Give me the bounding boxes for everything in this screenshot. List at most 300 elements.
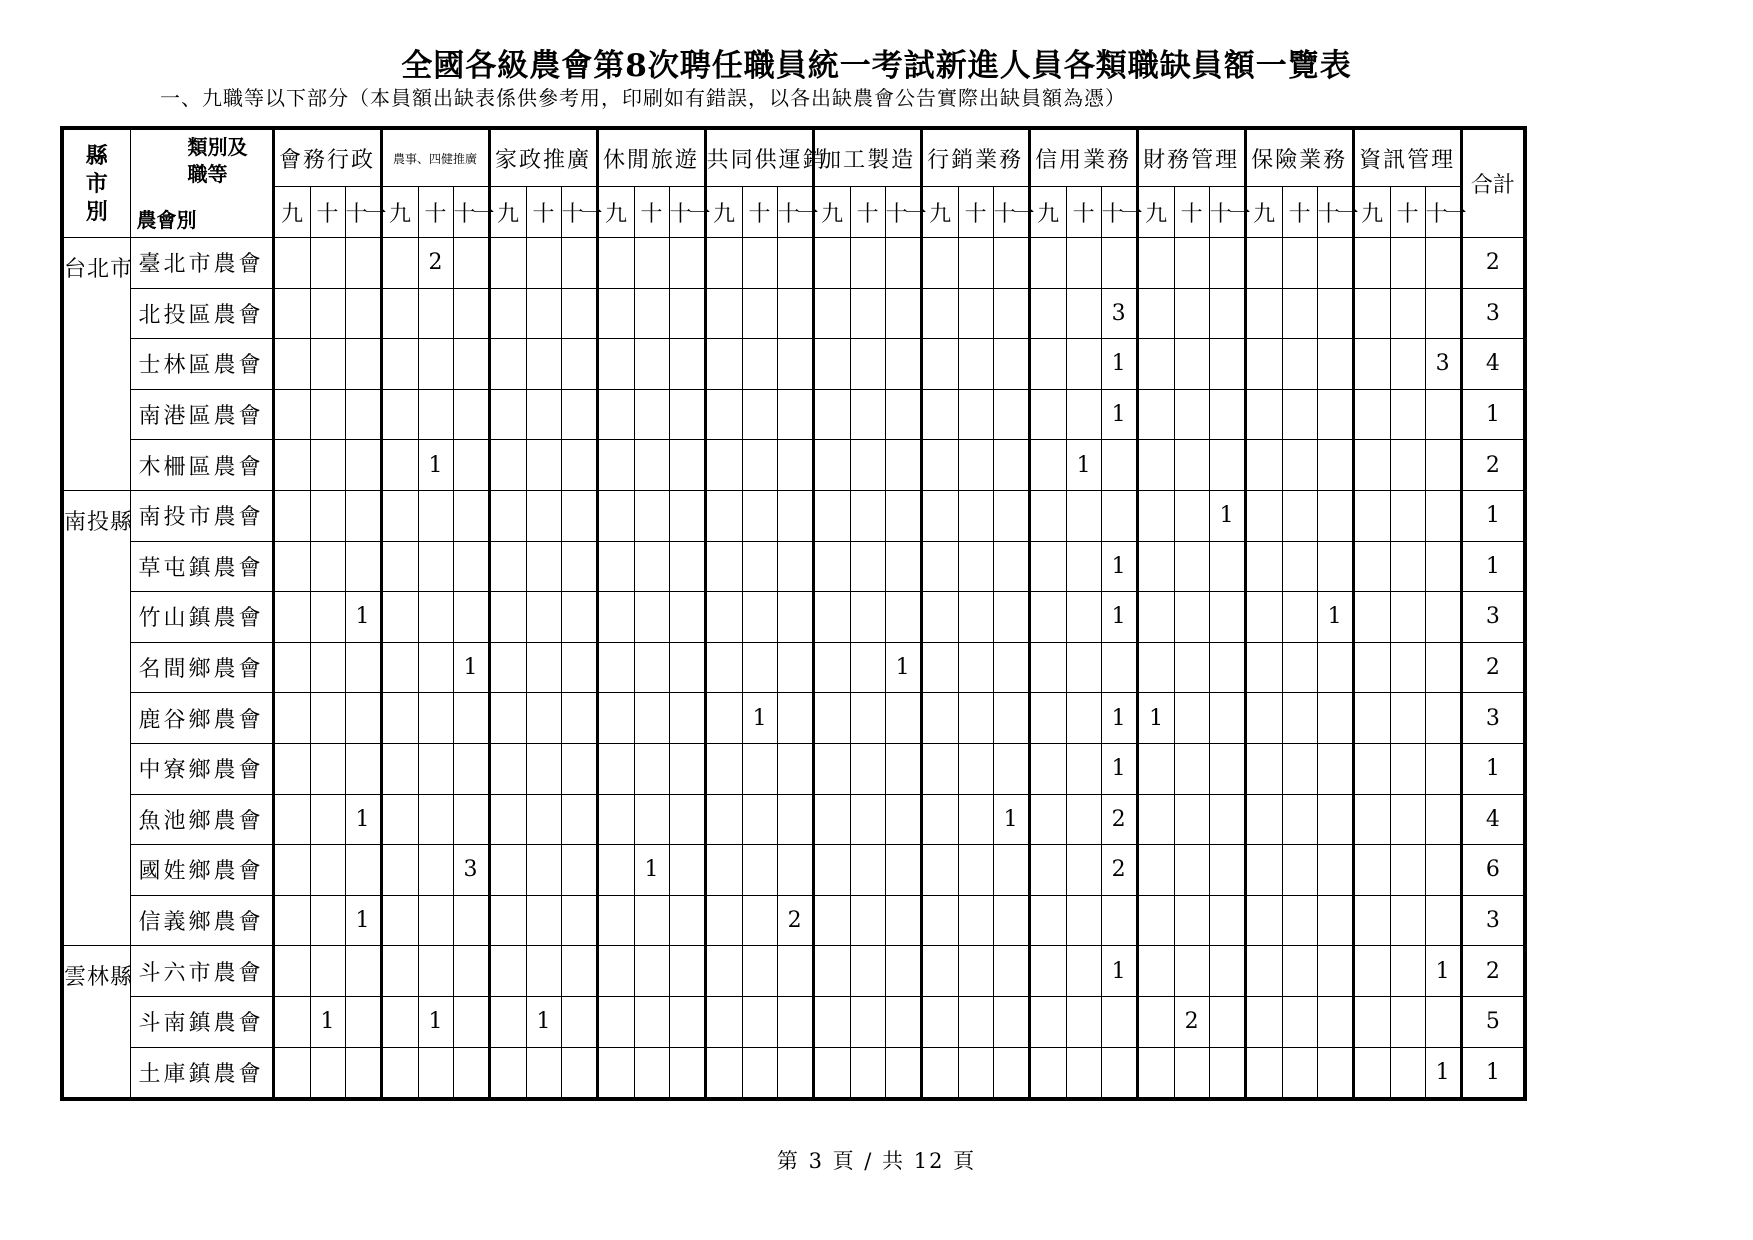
vacancy-cell — [850, 845, 885, 896]
table-row — [62, 642, 1525, 693]
table-row — [62, 339, 1525, 390]
vacancy-cell — [993, 440, 1029, 491]
category-header: 保險業務 — [1245, 128, 1353, 187]
vacancy-cell — [850, 1047, 885, 1099]
category-header: 財務管理 — [1137, 128, 1245, 187]
vacancy-cell — [1353, 339, 1390, 390]
vacancy-cell — [597, 895, 634, 946]
vacancy-cell — [489, 693, 526, 744]
vacancy-cell — [813, 946, 850, 997]
vacancy-cell — [777, 693, 813, 744]
vacancy-cell — [561, 490, 597, 541]
vacancy-cell — [345, 996, 381, 1047]
vacancy-cell — [381, 946, 418, 997]
vacancy-cell — [850, 794, 885, 845]
vacancy-cell — [526, 1047, 561, 1099]
vacancy-cell — [1137, 389, 1174, 440]
vacancy-cell — [958, 743, 993, 794]
vacancy-cell — [453, 238, 489, 289]
vacancy-cell — [1425, 693, 1461, 744]
vacancy-cell — [381, 1047, 418, 1099]
vacancy-cell — [1029, 642, 1066, 693]
vacancy-cell — [418, 794, 453, 845]
vacancy-cell — [1209, 845, 1245, 896]
vacancy-cell — [1282, 895, 1317, 946]
vacancy-cell — [1174, 895, 1209, 946]
vacancy-cell — [1101, 895, 1137, 946]
vacancy-cell — [381, 339, 418, 390]
row-total-cell: 1 — [1461, 743, 1525, 794]
vacancy-cell — [1425, 996, 1461, 1047]
vacancy-cell — [1066, 592, 1101, 643]
vacancy-cell: 1 — [345, 592, 381, 643]
vacancy-cell — [1066, 541, 1101, 592]
vacancy-cell — [1174, 339, 1209, 390]
farm-name-cell: 國姓鄉農會 — [130, 845, 273, 896]
vacancy-cell — [813, 996, 850, 1047]
vacancy-cell — [669, 389, 705, 440]
vacancy-cell — [850, 996, 885, 1047]
vacancy-table — [60, 126, 1527, 1101]
vacancy-cell — [742, 845, 777, 896]
vacancy-cell — [1245, 288, 1282, 339]
vacancy-cell — [885, 794, 921, 845]
vacancy-cell — [453, 592, 489, 643]
vacancy-cell — [921, 440, 958, 491]
vacancy-cell — [1282, 845, 1317, 896]
vacancy-cell — [418, 895, 453, 946]
vacancy-cell — [813, 845, 850, 896]
vacancy-cell — [526, 642, 561, 693]
vacancy-cell — [1137, 592, 1174, 643]
vacancy-cell — [418, 642, 453, 693]
vacancy-cell — [381, 794, 418, 845]
vacancy-cell — [1425, 845, 1461, 896]
vacancy-cell — [1425, 541, 1461, 592]
vacancy-cell — [1353, 389, 1390, 440]
vacancy-cell — [418, 490, 453, 541]
vacancy-cell — [1066, 1047, 1101, 1099]
vacancy-cell — [777, 490, 813, 541]
grade-header: 十 — [1282, 187, 1317, 238]
row-total-cell: 3 — [1461, 895, 1525, 946]
county-cell: 南投縣 — [62, 490, 130, 945]
vacancy-cell — [742, 238, 777, 289]
vacancy-cell — [813, 238, 850, 289]
vacancy-cell — [273, 339, 310, 390]
vacancy-cell — [1282, 238, 1317, 289]
vacancy-cell — [453, 1047, 489, 1099]
category-header: 信用業務 — [1029, 128, 1137, 187]
vacancy-cell — [489, 1047, 526, 1099]
page-footer: 第 3 頁 / 共 12 頁 — [776, 1149, 977, 1173]
vacancy-cell — [345, 541, 381, 592]
vacancy-cell — [1174, 389, 1209, 440]
vacancy-cell — [850, 490, 885, 541]
vacancy-cell — [1317, 541, 1353, 592]
grade-header: 十 — [958, 187, 993, 238]
vacancy-cell — [561, 642, 597, 693]
vacancy-cell — [885, 339, 921, 390]
vacancy-cell — [273, 743, 310, 794]
farm-name-cell: 魚池鄉農會 — [130, 794, 273, 845]
vacancy-cell: 1 — [1101, 743, 1137, 794]
vacancy-cell — [1390, 238, 1425, 289]
vacancy-cell — [921, 996, 958, 1047]
vacancy-cell — [310, 490, 345, 541]
vacancy-cell — [885, 845, 921, 896]
category-farm-corner-header — [130, 128, 273, 238]
vacancy-cell — [669, 440, 705, 491]
farm-name-cell: 草屯鎮農會 — [130, 541, 273, 592]
vacancy-cell — [526, 339, 561, 390]
vacancy-cell — [489, 238, 526, 289]
vacancy-cell — [777, 794, 813, 845]
table-row — [62, 845, 1525, 896]
vacancy-cell — [742, 339, 777, 390]
vacancy-cell — [1174, 541, 1209, 592]
vacancy-cell — [921, 238, 958, 289]
vacancy-cell — [1390, 490, 1425, 541]
vacancy-cell — [1353, 794, 1390, 845]
vacancy-cell — [705, 288, 742, 339]
vacancy-cell — [418, 592, 453, 643]
table-row — [62, 592, 1525, 643]
vacancy-cell — [1029, 238, 1066, 289]
category-header: 休閒旅遊 — [597, 128, 705, 187]
vacancy-cell — [1245, 946, 1282, 997]
vacancy-cell — [958, 339, 993, 390]
vacancy-cell — [634, 743, 669, 794]
vacancy-cell — [1282, 490, 1317, 541]
vacancy-cell — [742, 490, 777, 541]
vacancy-cell — [345, 238, 381, 289]
vacancy-cell — [1066, 389, 1101, 440]
vacancy-cell — [310, 743, 345, 794]
vacancy-cell — [273, 1047, 310, 1099]
table-row — [62, 288, 1525, 339]
vacancy-cell — [1390, 339, 1425, 390]
vacancy-cell — [777, 389, 813, 440]
vacancy-cell — [885, 895, 921, 946]
vacancy-cell — [1245, 440, 1282, 491]
vacancy-cell — [1174, 238, 1209, 289]
vacancy-cell — [453, 743, 489, 794]
vacancy-cell — [813, 440, 850, 491]
vacancy-cell — [993, 541, 1029, 592]
grade-header: 十 — [1066, 187, 1101, 238]
vacancy-cell — [850, 693, 885, 744]
vacancy-cell — [1137, 743, 1174, 794]
grade-header: 十 — [634, 187, 669, 238]
vacancy-cell — [705, 743, 742, 794]
vacancy-cell — [1425, 238, 1461, 289]
vacancy-cell — [1425, 743, 1461, 794]
vacancy-cell — [1353, 996, 1390, 1047]
vacancy-cell — [813, 288, 850, 339]
vacancy-cell: 1 — [1101, 389, 1137, 440]
grade-header: 九 — [597, 187, 634, 238]
vacancy-cell — [669, 946, 705, 997]
vacancy-cell — [453, 389, 489, 440]
vacancy-cell — [381, 238, 418, 289]
vacancy-cell — [310, 339, 345, 390]
vacancy-cell — [1066, 845, 1101, 896]
category-grade-label: 類別及 職等 — [187, 135, 248, 186]
vacancy-cell — [453, 288, 489, 339]
vacancy-cell — [1425, 440, 1461, 491]
vacancy-cell — [993, 642, 1029, 693]
vacancy-cell — [705, 1047, 742, 1099]
vacancy-cell — [561, 440, 597, 491]
vacancy-cell — [310, 642, 345, 693]
vacancy-cell: 1 — [1425, 946, 1461, 997]
grade-header: 十一 — [453, 187, 489, 238]
vacancy-cell — [958, 895, 993, 946]
row-total-cell: 3 — [1461, 592, 1525, 643]
vacancy-cell — [1029, 339, 1066, 390]
farm-name-cell: 北投區農會 — [130, 288, 273, 339]
vacancy-cell — [381, 743, 418, 794]
grade-header: 九 — [813, 187, 850, 238]
vacancy-cell — [993, 339, 1029, 390]
category-header: 資訊管理 — [1353, 128, 1461, 187]
vacancy-cell — [705, 541, 742, 592]
row-total-cell: 6 — [1461, 845, 1525, 896]
table-row — [62, 490, 1525, 541]
vacancy-cell — [1245, 895, 1282, 946]
vacancy-cell — [597, 490, 634, 541]
vacancy-cell — [634, 490, 669, 541]
vacancy-cell — [1066, 895, 1101, 946]
vacancy-cell — [993, 743, 1029, 794]
vacancy-cell — [777, 238, 813, 289]
vacancy-cell — [526, 693, 561, 744]
vacancy-cell — [993, 238, 1029, 289]
vacancy-cell — [813, 743, 850, 794]
vacancy-cell — [273, 946, 310, 997]
vacancy-cell — [310, 440, 345, 491]
vacancy-cell — [705, 642, 742, 693]
vacancy-cell — [1245, 743, 1282, 794]
table-row — [62, 440, 1525, 491]
vacancy-cell — [381, 440, 418, 491]
vacancy-cell — [669, 288, 705, 339]
vacancy-cell — [345, 642, 381, 693]
grade-header: 十 — [1174, 187, 1209, 238]
vacancy-cell — [310, 541, 345, 592]
vacancy-cell — [634, 996, 669, 1047]
vacancy-cell — [1066, 946, 1101, 997]
vacancy-cell — [1209, 440, 1245, 491]
vacancy-cell — [1282, 339, 1317, 390]
vacancy-cell — [381, 845, 418, 896]
vacancy-cell — [885, 288, 921, 339]
vacancy-cell — [381, 288, 418, 339]
vacancy-cell — [1137, 339, 1174, 390]
vacancy-cell — [453, 895, 489, 946]
vacancy-cell — [705, 845, 742, 896]
vacancy-cell — [885, 996, 921, 1047]
vacancy-cell — [273, 642, 310, 693]
vacancy-cell — [526, 389, 561, 440]
vacancy-cell — [1390, 895, 1425, 946]
vacancy-cell — [958, 389, 993, 440]
vacancy-cell — [310, 389, 345, 440]
vacancy-cell — [1245, 490, 1282, 541]
vacancy-cell — [921, 743, 958, 794]
vacancy-cell — [345, 440, 381, 491]
vacancy-cell — [561, 895, 597, 946]
grade-header: 九 — [921, 187, 958, 238]
row-total-cell: 2 — [1461, 946, 1525, 997]
vacancy-cell — [273, 996, 310, 1047]
vacancy-cell — [526, 946, 561, 997]
grade-header: 十一 — [993, 187, 1029, 238]
vacancy-cell — [526, 288, 561, 339]
vacancy-cell — [813, 895, 850, 946]
vacancy-cell — [1101, 440, 1137, 491]
vacancy-cell — [634, 794, 669, 845]
table-row — [62, 946, 1525, 997]
vacancy-cell — [669, 895, 705, 946]
vacancy-cell — [1282, 541, 1317, 592]
vacancy-cell — [1137, 996, 1174, 1047]
vacancy-cell — [1390, 1047, 1425, 1099]
vacancy-cell — [418, 743, 453, 794]
vacancy-cell — [273, 238, 310, 289]
vacancy-cell — [1282, 743, 1317, 794]
vacancy-cell — [921, 1047, 958, 1099]
vacancy-cell — [489, 440, 526, 491]
row-total-cell: 1 — [1461, 1047, 1525, 1099]
vacancy-cell — [345, 490, 381, 541]
vacancy-cell — [705, 238, 742, 289]
vacancy-cell — [1066, 288, 1101, 339]
vacancy-cell — [813, 794, 850, 845]
vacancy-cell — [273, 794, 310, 845]
vacancy-cell — [1317, 339, 1353, 390]
farm-name-cell: 竹山鎮農會 — [130, 592, 273, 643]
vacancy-cell — [273, 288, 310, 339]
vacancy-cell — [310, 288, 345, 339]
vacancy-cell — [1353, 693, 1390, 744]
vacancy-cell — [885, 440, 921, 491]
vacancy-cell — [1029, 288, 1066, 339]
grade-header: 十一 — [777, 187, 813, 238]
vacancy-cell — [561, 592, 597, 643]
vacancy-cell — [1137, 541, 1174, 592]
vacancy-cell — [777, 946, 813, 997]
grade-header: 十一 — [1317, 187, 1353, 238]
row-total-cell: 5 — [1461, 996, 1525, 1047]
vacancy-cell — [526, 238, 561, 289]
vacancy-cell — [381, 541, 418, 592]
vacancy-cell: 1 — [345, 895, 381, 946]
county-cell: 台北市 — [62, 238, 130, 491]
vacancy-cell — [742, 743, 777, 794]
grade-header: 九 — [705, 187, 742, 238]
vacancy-cell — [1425, 389, 1461, 440]
vacancy-cell — [1353, 592, 1390, 643]
vacancy-cell — [1353, 743, 1390, 794]
vacancy-cell: 3 — [1101, 288, 1137, 339]
vacancy-cell — [1209, 743, 1245, 794]
vacancy-cell — [1390, 440, 1425, 491]
vacancy-cell — [453, 794, 489, 845]
grade-header: 十 — [850, 187, 885, 238]
vacancy-cell: 1 — [1137, 693, 1174, 744]
grade-header: 九 — [273, 187, 310, 238]
vacancy-cell — [1245, 996, 1282, 1047]
vacancy-cell — [1101, 1047, 1137, 1099]
vacancy-cell — [993, 288, 1029, 339]
vacancy-cell — [1029, 794, 1066, 845]
row-total-cell: 2 — [1461, 238, 1525, 289]
vacancy-cell — [1174, 642, 1209, 693]
vacancy-cell — [777, 339, 813, 390]
grade-header: 十一 — [561, 187, 597, 238]
vacancy-cell — [1353, 642, 1390, 693]
grade-header: 十 — [1390, 187, 1425, 238]
vacancy-cell — [489, 592, 526, 643]
vacancy-cell — [777, 743, 813, 794]
vacancy-cell — [489, 996, 526, 1047]
vacancy-cell — [597, 996, 634, 1047]
farm-name-cell: 南投市農會 — [130, 490, 273, 541]
vacancy-cell: 1 — [1425, 1047, 1461, 1099]
vacancy-cell — [1353, 490, 1390, 541]
vacancy-cell — [1317, 642, 1353, 693]
vacancy-cell — [1317, 996, 1353, 1047]
vacancy-cell — [1209, 238, 1245, 289]
vacancy-cell — [453, 946, 489, 997]
grade-header: 九 — [489, 187, 526, 238]
vacancy-cell — [526, 794, 561, 845]
vacancy-cell: 3 — [453, 845, 489, 896]
vacancy-cell: 3 — [1425, 339, 1461, 390]
vacancy-cell — [489, 845, 526, 896]
vacancy-cell — [1245, 592, 1282, 643]
grade-header: 十一 — [1425, 187, 1461, 238]
vacancy-cell — [921, 693, 958, 744]
vacancy-cell — [1209, 996, 1245, 1047]
vacancy-cell — [885, 693, 921, 744]
vacancy-cell — [1390, 996, 1425, 1047]
grade-header: 九 — [1353, 187, 1390, 238]
vacancy-cell — [1425, 642, 1461, 693]
table-row — [62, 996, 1525, 1047]
vacancy-cell — [921, 895, 958, 946]
vacancy-cell — [597, 339, 634, 390]
vacancy-cell — [345, 946, 381, 997]
vacancy-cell: 1 — [885, 642, 921, 693]
vacancy-cell — [1137, 946, 1174, 997]
grade-header: 十一 — [669, 187, 705, 238]
vacancy-cell — [597, 440, 634, 491]
vacancy-cell — [1282, 1047, 1317, 1099]
vacancy-cell — [489, 288, 526, 339]
vacancy-cell — [850, 592, 885, 643]
grade-header: 十 — [742, 187, 777, 238]
vacancy-cell — [634, 288, 669, 339]
vacancy-cell — [669, 490, 705, 541]
vacancy-cell — [958, 693, 993, 744]
grade-header: 九 — [1245, 187, 1282, 238]
vacancy-cell — [777, 592, 813, 643]
vacancy-cell: 1 — [742, 693, 777, 744]
vacancy-cell — [1174, 490, 1209, 541]
